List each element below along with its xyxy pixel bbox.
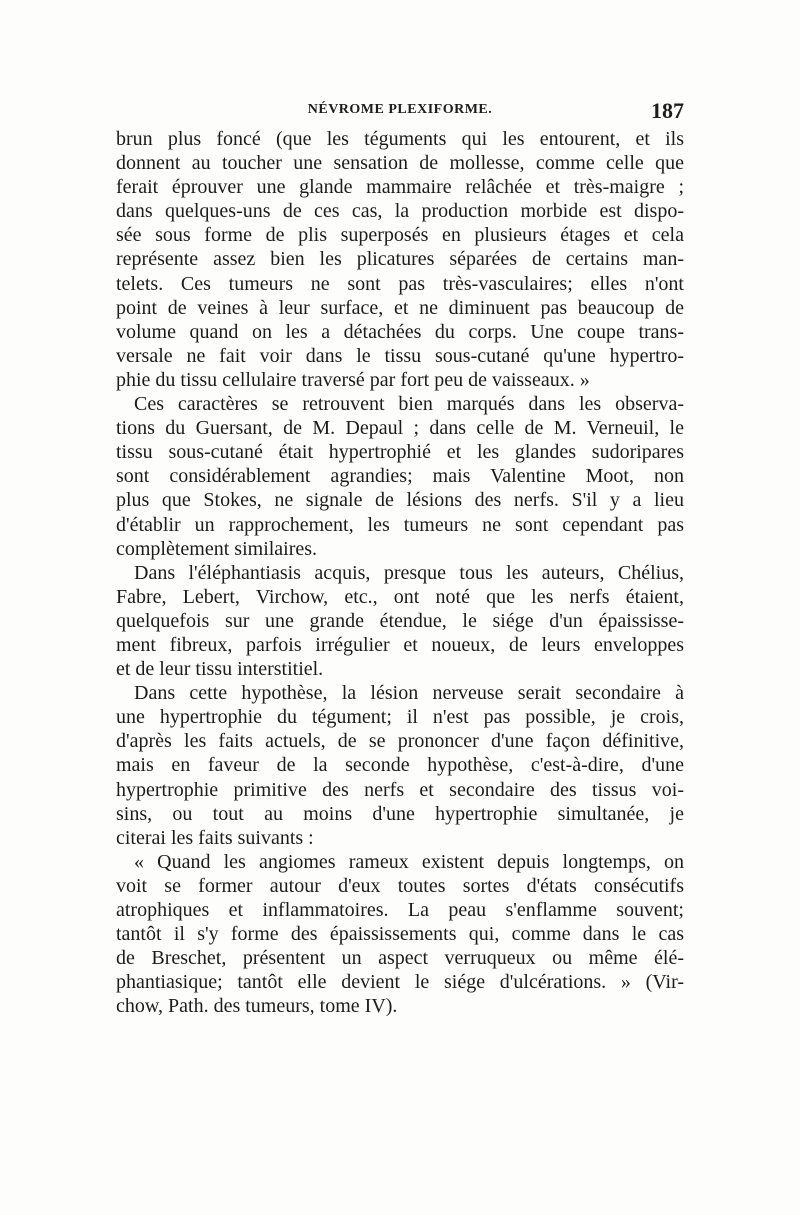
text-line: plus que Stokes, ne signale de lésions des nerfs. S'il y a lieu — [116, 489, 684, 512]
text-line: Dans l'éléphantiasis acquis, presque tous les auteurs, Chélius, — [134, 561, 684, 584]
text-line: chow, Path. des tumeurs, tome IV). — [116, 995, 398, 1018]
text-line: mais en faveur de la seconde hypothèse, c'est-à-dire, d'une — [116, 754, 684, 777]
text-line: complètement similaires. — [116, 537, 318, 560]
text-line: quelquefois sur une grande étendue, le siége d'un épaississe- — [116, 609, 684, 632]
text-line: tantôt il s'y forme des épaississements qui, comme dans le cas — [116, 923, 684, 946]
text-line: une hypertrophie du tégument; il n'est pas possible, je crois, — [116, 706, 684, 729]
text-line: et de leur tissu interstitiel. — [116, 658, 324, 681]
text-line: « Quand les angiomes rameux existent depuis longtemps, on — [134, 850, 684, 873]
body-text — [116, 127, 684, 1018]
text-line: ment fibreux, parfois irrégulier et noueux, de leurs enveloppes — [116, 633, 684, 656]
text-line: phie du tissu cellulaire traversé par fort peu de vaisseaux. » — [116, 368, 590, 391]
text-line: voit se former autour d'eux toutes sortes d'états consécutifs — [116, 874, 684, 897]
text-line: Dans cette hypothèse, la lésion nerveuse serait secondaire à — [134, 682, 684, 705]
text-line: volume quand on les a détachées du corps. Une coupe trans- — [116, 320, 684, 343]
text-line: Fabre, Lebert, Virchow, etc., ont noté que les nerfs étaient, — [116, 585, 684, 608]
running-title: NÉVROME PLEXIFORME. — [307, 102, 493, 117]
text-line: ferait éprouver une glande mammaire relâchée et très-maigre ; — [116, 176, 684, 199]
text-line: citerai les faits suivants : — [116, 826, 314, 849]
text-line: dans quelques-uns de ces cas, la production morbide est dispo- — [116, 200, 684, 223]
page-number: 187 — [651, 98, 684, 123]
text-line: Ces caractères se retrouvent bien marqués dans les observa- — [134, 393, 684, 416]
text-line: atrophiques et inflammatoires. La peau s'enflamme souvent; — [116, 899, 684, 921]
text-line: d'établir un rapprochement, les tumeurs ne sont cependant pas — [116, 513, 684, 536]
text-line: telets. Ces tumeurs ne sont pas très-vasculaires; elles n'ont — [116, 272, 684, 295]
text-line: point de veines à leur surface, et ne diminuent pas beaucoup de — [116, 296, 684, 319]
running-header — [116, 98, 684, 126]
text-line: d'après les faits actuels, de se prononcer d'une façon définitive, — [116, 730, 684, 753]
text-line: phantiasique; tantôt elle devient le siége d'ulcérations. » (Vir- — [116, 971, 684, 994]
text-line: versale ne fait voir dans le tissu sous-cutané qu'une hypertro- — [116, 344, 684, 367]
text-line: de Breschet, présentent un aspect verruqueux ou même élé- — [116, 947, 684, 970]
text-line: brun plus foncé (que les téguments qui les entourent, et ils — [116, 128, 684, 150]
text-line: tissu sous-cutané était hypertrophié et les glandes sudoripares — [116, 441, 684, 464]
text-line: hypertrophie primitive des nerfs et secondaire des tissus voi- — [116, 778, 684, 801]
text-line: représente assez bien les plicatures séparées de certains man- — [116, 248, 684, 271]
text-line: donnent au toucher une sensation de mollesse, comme celle que — [116, 152, 684, 175]
text-line: tions du Guersant, de M. Depaul ; dans celle de M. Verneuil, le — [116, 417, 684, 440]
text-line: sont considérablement agrandies; mais Valentine Moot, non — [116, 465, 684, 488]
text-line: sins, ou tout au moins d'une hypertrophie simultanée, je — [116, 802, 684, 825]
text-line: sée sous forme de plis superposés en plusieurs étages et cela — [116, 224, 684, 247]
